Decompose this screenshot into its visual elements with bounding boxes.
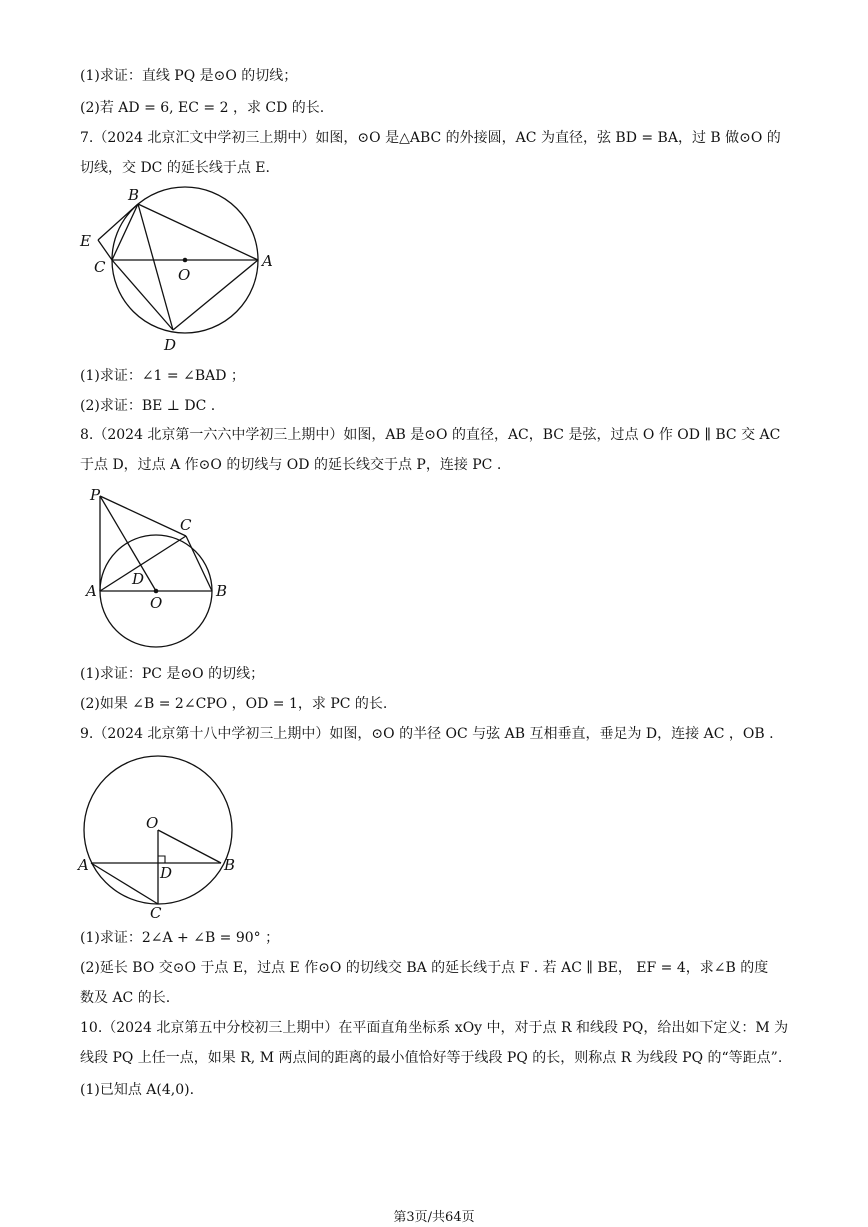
- p8-label-o: O: [150, 594, 163, 612]
- p8-figure: [80, 484, 240, 654]
- p8-center-dot: [154, 589, 159, 594]
- p7-label-d: D: [164, 336, 177, 354]
- p8-cb: [186, 536, 212, 591]
- p7-center-dot: [183, 258, 188, 263]
- p9-right-angle-mark: [158, 856, 165, 863]
- p7-label-a: A: [262, 252, 273, 270]
- p9-label-b: B: [224, 856, 236, 874]
- p7-label-c: C: [94, 258, 106, 276]
- p7-stem-line1: 7.（2024 北京汇文中学初三上期中）如图，⊙O 是△ABC 的外接圆，AC 为直径，弦 BD = BA，过 B 做⊙O 的: [80, 130, 781, 146]
- p8-pc: [100, 496, 186, 536]
- p8-label-a: A: [86, 582, 97, 600]
- p9-label-o: O: [146, 814, 159, 832]
- p8-label-p: P: [90, 486, 101, 504]
- p7-bd: [138, 204, 173, 330]
- p10-stem-line1: 10.（2024 北京第五中分校初三上期中）在平面直角坐标系 xOy 中，对于点 R 和线段 PQ，给出如下定义：M 为: [80, 1020, 789, 1036]
- p8-label-d: D: [132, 570, 145, 588]
- page-number: 第3页/共64页: [393, 1210, 475, 1225]
- p7-label-b: B: [128, 186, 140, 204]
- p8-stem-line1: 8.（2024 北京第一六六中学初三上期中）如图，AB 是⊙O 的直径，AC，BC 是弦，过点 O 作 OD ∥ BC 交 AC: [80, 427, 781, 443]
- p9-question-1: (1)求证：2∠A + ∠B = 90° ；: [80, 930, 280, 946]
- p6-question-2: (2)若 AD = 6, EC = 2 ，求 CD 的长.: [80, 100, 325, 116]
- p7-question-2: (2)求证：BE ⊥ DC .: [80, 398, 216, 414]
- p9-question-2-line2: 数及 AC 的长.: [80, 990, 171, 1006]
- p10-stem-line2: 线段 PQ 上任一点，如果 R, M 两点间的距离的最小值恰好等于线段 PQ 的长，则称点 R 为线段 PQ 的“等距点”.: [80, 1050, 783, 1066]
- p7-stem-line2: 切线，交 DC 的延长线于点 E.: [80, 160, 270, 176]
- p10-question-1: (1)已知点 A(4,0).: [80, 1082, 195, 1098]
- p8-po: [100, 496, 156, 591]
- p8-question-1: (1)求证：PC 是⊙O 的切线；: [80, 666, 265, 682]
- p9-ac: [91, 863, 158, 904]
- p8-stem-line2: 于点 D，过点 A 作⊙O 的切线与 OD 的延长线交于点 P，连接 PC .: [80, 457, 502, 473]
- p9-label-c: C: [150, 904, 162, 922]
- p9-label-d: D: [160, 864, 173, 882]
- p8-label-c: C: [180, 516, 192, 534]
- p9-ob: [158, 830, 221, 863]
- p9-label-a: A: [78, 856, 89, 874]
- p7-label-o: O: [178, 266, 191, 284]
- p8-question-2: (2)如果 ∠B = 2∠CPO ，OD = 1，求 PC 的长.: [80, 696, 388, 712]
- p7-question-1: (1)求证：∠1 = ∠BAD ；: [80, 368, 245, 384]
- p6-question-1: (1)求证：直线 PQ 是⊙O 的切线；: [80, 68, 298, 84]
- p7-figure: [76, 184, 296, 359]
- p9-question-2-line1: (2)延长 BO 交⊙O 于点 E，过点 E 作⊙O 的切线交 BA 的延长线于点 F . 若 AC ∥ BE， EF = 4，求∠B 的度: [80, 960, 769, 976]
- p9-figure: [76, 750, 256, 925]
- p7-label-e: E: [80, 232, 91, 250]
- p9-stem-line1: 9.（2024 北京第十八中学初三上期中）如图，⊙O 的半径 OC 与弦 AB 互相垂直，垂足为 D，连接 AC ，OB .: [80, 726, 774, 742]
- p8-label-b: B: [216, 582, 228, 600]
